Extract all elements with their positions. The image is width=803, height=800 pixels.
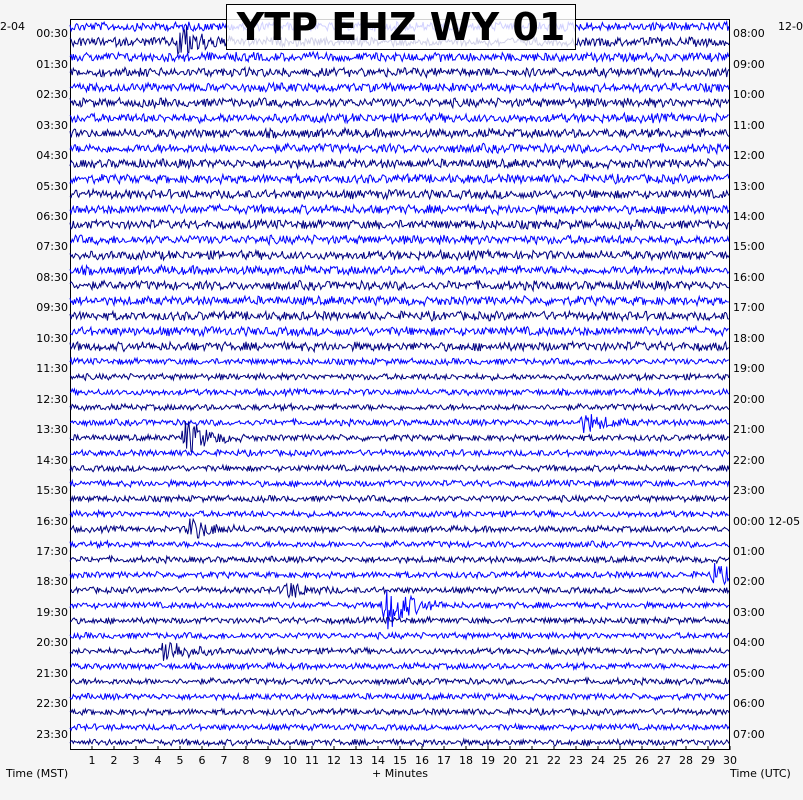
left-axis-title: Time (MST) [6,767,69,780]
trace-line [70,98,729,108]
trace-line [70,342,729,352]
left-time-label: 18:30 [36,575,68,589]
left-time-label: 08:30 [36,270,68,284]
minute-tick-label: 3 [132,754,140,767]
left-time-label: 23:30 [36,727,68,741]
minute-tick-label: 19 [481,754,495,767]
right-time-label: 03:00 [733,605,765,619]
trace-line [70,265,729,275]
right-time-label: 19:00 [733,362,765,376]
trace-line [70,693,729,700]
right-time-label: 06:00 [733,697,765,711]
trace-line [70,511,729,518]
minute-tick-label: 30 [723,754,737,767]
left-time-label: 13:30 [36,423,68,437]
minute-tick-label: 9 [264,754,272,767]
left-time-label: 20:30 [36,636,68,650]
trace-line [70,190,729,200]
left-time-label: 21:30 [36,666,68,680]
right-axis-title: Time (UTC) [730,767,791,780]
minute-tick-label: 29 [701,754,715,767]
trace-line [70,465,729,472]
right-time-label: 08:00 [733,27,765,41]
minute-tick-label: 15 [393,754,407,767]
minute-tick-label: 7 [220,754,228,767]
right-time-label: 09:00 [733,57,765,71]
trace-line [70,143,729,153]
trace-line [70,450,729,457]
right-time-label: 15:00 [733,240,765,254]
minute-tick-label: 16 [415,754,429,767]
right-time-label: 11:00 [733,118,765,132]
right-time-label: 16:00 [733,270,765,284]
trace-line [70,480,729,487]
minute-tick-label: 23 [569,754,583,767]
trace-line [70,563,729,584]
trace-line [70,280,729,290]
date-left-label: 2-04 [0,20,25,33]
right-time-label: 07:00 [733,727,765,741]
right-time-label: 17:00 [733,301,765,315]
trace-line [70,128,729,138]
left-time-label: 19:30 [36,605,68,619]
trace-line [70,67,729,77]
trace-line [70,678,729,685]
left-time-label: 06:30 [36,209,68,223]
trace-line [70,643,729,661]
left-time-label: 05:30 [36,179,68,193]
minute-tick-label: 5 [176,754,184,767]
right-time-label: 23:00 [733,484,765,498]
minute-tick-label: 2 [110,754,118,767]
right-time-label: 04:00 [733,636,765,650]
left-time-label: 10:30 [36,331,68,345]
trace-line [70,296,729,306]
left-time-label: 15:30 [36,484,68,498]
left-time-label: 09:30 [36,301,68,315]
right-time-label: 22:00 [733,453,765,467]
trace-line [70,205,729,215]
date-right-label: 12-0 [778,20,803,33]
minute-tick-label: 25 [613,754,627,767]
trace-line [70,113,729,123]
minute-tick-label: 12 [327,754,341,767]
minute-tick-label: 17 [437,754,451,767]
minute-tick-label: 24 [591,754,605,767]
left-time-label: 04:30 [36,149,68,163]
trace-line [70,311,729,321]
trace-line [70,389,729,396]
minute-tick-label: 14 [371,754,385,767]
trace-line [70,519,729,538]
minute-tick-label: 13 [349,754,363,767]
minute-tick-label: 20 [503,754,517,767]
right-time-label: 13:00 [733,179,765,193]
trace-line [70,421,729,452]
trace-line [70,220,729,230]
minute-tick-label: 26 [635,754,649,767]
trace-line [70,709,729,716]
minute-tick-label: 18 [459,754,473,767]
minute-tick-label: 27 [657,754,671,767]
minute-tick-label: 22 [547,754,561,767]
x-axis-title: + Minutes [372,767,429,780]
trace-line [70,556,729,563]
left-time-label: 11:30 [36,362,68,376]
right-time-label: 10:00 [733,88,765,102]
right-time-label: 20:00 [733,392,765,406]
right-time-label: 18:00 [733,331,765,345]
trace-line [70,52,729,62]
left-time-label: 17:30 [36,545,68,559]
minute-tick-label: 4 [154,754,162,767]
right-time-label: 14:00 [733,209,765,223]
left-time-label: 03:30 [36,118,68,132]
right-time-label: 05:00 [733,666,765,680]
trace-line [70,159,729,169]
trace-line [70,174,729,184]
left-time-label: 14:30 [36,453,68,467]
left-time-label: 00:30 [36,27,68,41]
trace-line [70,358,729,365]
right-time-label: 21:00 [733,423,765,437]
right-time-label: 00:00 12-05 [733,514,801,528]
minute-tick-label: 10 [283,754,297,767]
trace-line [70,414,729,433]
trace-line [70,495,729,502]
minute-tick-label: 11 [305,754,319,767]
minute-tick-label: 8 [242,754,250,767]
left-time-label: 12:30 [36,392,68,406]
minute-tick-label: 21 [525,754,539,767]
right-time-label: 01:00 [733,545,765,559]
left-time-label: 16:30 [36,514,68,528]
left-time-label: 01:30 [36,57,68,71]
left-time-label: 07:30 [36,240,68,254]
left-time-label: 22:30 [36,697,68,711]
minute-tick-label: 6 [198,754,206,767]
left-time-label: 02:30 [36,88,68,102]
right-time-label: 02:00 [733,575,765,589]
trace-line [70,404,729,411]
trace-line [70,724,729,731]
trace-line [70,250,729,260]
trace-line [70,663,729,670]
chart-title: YTP EHZ WY 01 [226,4,576,50]
trace-line [70,374,729,381]
trace-line [70,632,729,639]
trace-line [70,583,729,598]
trace-line [70,739,729,746]
minute-tick-label: 28 [679,754,693,767]
trace-line [70,541,729,548]
minute-tick-label: 1 [88,754,96,767]
trace-line [70,83,729,93]
trace-line [70,326,729,336]
trace-line [70,235,729,245]
seismogram-traces [70,19,730,750]
right-time-label: 12:00 [733,149,765,163]
